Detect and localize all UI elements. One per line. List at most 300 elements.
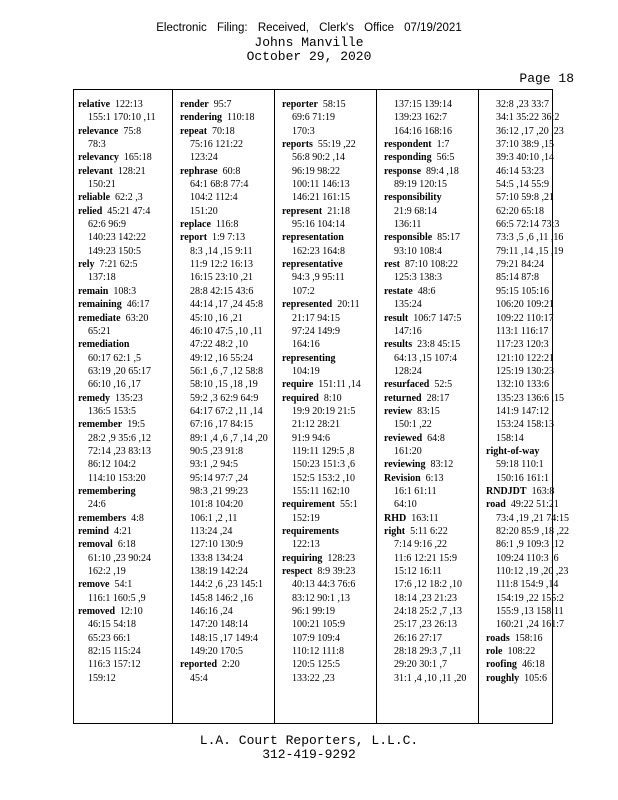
index-word: Revision <box>384 472 421 484</box>
page-line-references: 100:21 105:9 <box>292 619 346 631</box>
page-line-references: 107:9 109:4 <box>292 632 341 644</box>
index-word: remembers <box>78 512 127 524</box>
page-line-references: 29:20 30:1 ,7 <box>394 659 448 671</box>
index-word: roads <box>486 632 510 644</box>
page-line-references: 72:14 ,23 83:13 <box>88 445 152 457</box>
page-line-references: 93:10 108:4 <box>394 245 443 257</box>
page-line-references: 64:17 67:2 ,11 ,14 <box>190 405 263 417</box>
page-line-references: 69:6 71:19 <box>292 112 336 124</box>
index-entry <box>78 191 174 204</box>
index-entry <box>384 458 480 471</box>
page-line-references: 162:2 ,19 <box>88 566 126 578</box>
index-entry-continuation <box>384 111 480 124</box>
index-entry-continuation <box>282 325 378 338</box>
page-line-references: 4:8 <box>131 512 144 524</box>
page-line-references: 24:6 <box>88 499 106 511</box>
index-entry-continuation <box>180 565 276 578</box>
page-line-references: 132:10 133:6 <box>496 379 550 391</box>
index-entry-continuation <box>180 298 276 311</box>
page-line-references: 17:6 ,12 18:2 ,10 <box>394 579 463 591</box>
index-entry-continuation <box>78 592 174 605</box>
index-entry-continuation <box>180 365 276 378</box>
index-entry <box>78 418 174 431</box>
page-line-references: 65:23 66:1 <box>88 632 132 644</box>
page-line-references: 146:21 161:15 <box>292 192 351 204</box>
index-entry-continuation <box>180 392 276 405</box>
index-word: repeat <box>180 125 208 137</box>
index-entry <box>78 485 174 498</box>
page-line-references: 85:17 <box>437 232 460 244</box>
index-word: representation <box>282 232 344 244</box>
index-entry-continuation <box>78 565 174 578</box>
page-line-references: 64:1 68:8 77:4 <box>190 179 249 191</box>
page-line-references: 147:16 <box>394 325 422 337</box>
index-entry-continuation <box>384 632 480 645</box>
page-line-references: 45:4 <box>190 672 208 684</box>
page-line-references: 46:17 <box>126 299 150 311</box>
index-word: removed <box>78 606 116 618</box>
page-line-references: 46:10 47:5 ,10 ,11 <box>190 325 263 337</box>
page-line-references: 106:20 109:21 <box>496 299 555 311</box>
index-entry-continuation <box>282 178 378 191</box>
index-entry-continuation <box>486 352 582 365</box>
index-entry <box>282 205 378 218</box>
page-line-references: 104:19 <box>292 365 320 377</box>
index-word: remedy <box>78 392 111 404</box>
index-entry-continuation <box>282 618 378 631</box>
page-line-references: 8:3 ,14 ,15 9:11 <box>190 245 253 257</box>
page-line-references: 64:13 ,15 107:4 <box>394 352 458 364</box>
page-line-references: 28:18 29:3 ,7 ,11 <box>394 646 462 658</box>
index-entry-continuation <box>486 405 582 418</box>
index-word: response <box>384 165 422 177</box>
page-line-references: 36:12 ,17 ,20 ,23 <box>496 125 564 137</box>
page-line-references: 55:1 <box>339 499 358 511</box>
index-entry-continuation <box>486 618 582 631</box>
court-reporter-phone: 312-419-9292 <box>262 747 356 762</box>
page-line-references: 150:16 161:1 <box>496 472 550 484</box>
page-line-references: 155:9 ,13 158:11 <box>496 606 564 618</box>
index-word: remove <box>78 579 110 591</box>
index-entry-continuation <box>486 178 582 191</box>
index-entry-continuation <box>78 218 174 231</box>
index-entry-continuation <box>384 605 480 618</box>
page-line-references: 114:10 153:20 <box>88 472 146 484</box>
index-entry-continuation <box>384 298 480 311</box>
page-line-references: 125:19 130:23 <box>496 365 555 377</box>
page-line-references: 137:18 <box>88 272 116 284</box>
index-entry-continuation <box>180 578 276 591</box>
page-line-references: 150:21 <box>88 179 116 191</box>
page-line-references: 19:9 20:19 21:5 <box>292 405 356 417</box>
page-line-references: 67:16 ,17 84:15 <box>190 419 254 431</box>
page-line-references: 16:1 61:11 <box>394 485 437 497</box>
index-entry-continuation <box>282 418 378 431</box>
page-line-references: 133:22 ,23 <box>292 672 335 684</box>
index-entry-continuation <box>384 645 480 658</box>
page-line-references: 28:8 42:15 43:6 <box>190 285 254 297</box>
index-entry-continuation <box>486 392 582 405</box>
index-entry-continuation <box>180 672 276 685</box>
index-entry-continuation <box>180 205 276 218</box>
index-word: responsible <box>384 232 433 244</box>
index-entry <box>180 231 276 244</box>
page-line-references: 63:19 ,20 65:17 <box>88 365 152 377</box>
page-line-references: 7:21 62:5 <box>99 259 138 271</box>
index-entry <box>384 258 480 271</box>
index-entry-continuation <box>180 472 276 485</box>
index-word: reports <box>282 139 313 151</box>
index-word: right-of-way <box>486 445 540 457</box>
page-line-references: 116:3 157:12 <box>88 659 141 671</box>
index-entry-continuation <box>486 138 582 151</box>
index-entry-continuation <box>486 458 582 471</box>
page-line-references: 15:12 16:11 <box>394 566 442 578</box>
page-line-references: 62:2 ,3 <box>115 192 143 204</box>
page-line-references: 52:5 <box>434 379 453 391</box>
index-entry-continuation <box>282 271 378 284</box>
index-entry-continuation <box>486 418 582 431</box>
index-column-4 <box>384 98 480 685</box>
index-entry-continuation <box>282 472 378 485</box>
page-line-references: 87:10 108:22 <box>404 259 458 271</box>
index-entry-continuation <box>282 151 378 164</box>
page-line-references: 95:16 104:14 <box>292 219 346 231</box>
index-column-1 <box>78 98 174 685</box>
page-line-references: 12:10 <box>120 606 143 618</box>
index-word: results <box>384 339 413 351</box>
index-entry-continuation <box>78 352 174 365</box>
page-line-references: 73:3 ,5 ,6 ,11 ,16 <box>496 232 564 244</box>
index-word: restate <box>384 285 413 297</box>
index-entry-continuation <box>486 125 582 138</box>
index-entry-continuation <box>384 672 480 685</box>
index-entry-continuation <box>180 258 276 271</box>
index-entry-continuation <box>486 325 582 338</box>
index-word: returned <box>384 392 422 404</box>
index-entry-continuation <box>78 231 174 244</box>
page-line-references: 70:18 <box>212 125 235 137</box>
page-line-references: 82:15 115:24 <box>88 646 141 658</box>
page-line-references: 152:5 153:2 ,10 <box>292 472 356 484</box>
index-entry-continuation <box>486 98 582 111</box>
index-entry-continuation <box>282 485 378 498</box>
index-entry-continuation <box>384 178 480 191</box>
index-entry-continuation <box>282 125 378 138</box>
index-entry-continuation <box>282 605 378 618</box>
page-line-references: 141:9 147:12 <box>496 405 550 417</box>
page-line-references: 24:18 25:2 ,7 ,13 <box>394 606 463 618</box>
index-entry <box>486 485 582 498</box>
index-word: result <box>384 312 409 324</box>
court-reporter-name: L.A. Court Reporters, L.L.C. <box>199 733 419 748</box>
page-line-references: 107:2 <box>292 285 315 297</box>
page-line-references: 160:21 ,24 161:7 <box>496 619 565 631</box>
page-line-references: 63:20 <box>125 312 149 324</box>
page-line-references: 21:18 <box>327 205 350 217</box>
page-line-references: 56:5 <box>436 152 455 164</box>
index-entry-continuation <box>384 498 480 511</box>
index-word: requirement <box>282 499 335 511</box>
page-line-references: 6:13 <box>425 472 444 484</box>
index-entry-continuation <box>180 498 276 511</box>
page-line-references: 100:11 146:13 <box>292 179 350 191</box>
page-line-references: 1:7 <box>436 139 450 151</box>
page-line-references: 108:3 <box>113 285 137 297</box>
page-line-references: 116:1 160:5 ,9 <box>88 592 146 604</box>
page-line-references: 95:7 <box>213 99 232 110</box>
index-entry-continuation <box>180 245 276 258</box>
page-line-references: 11:9 12:2 16:13 <box>190 259 253 271</box>
page-line-references: 151:20 <box>190 205 218 217</box>
index-word: requiring <box>282 552 323 564</box>
index-entry-continuation <box>486 111 582 124</box>
page-line-references: 26:16 27:17 <box>394 632 443 644</box>
index-entry-continuation <box>180 312 276 325</box>
index-entry <box>384 512 480 525</box>
index-entry <box>384 285 480 298</box>
index-word: representing <box>282 352 336 364</box>
page-line-references: 97:24 149:9 <box>292 325 341 337</box>
page-line-references: 11:6 12:21 15:9 <box>394 552 457 564</box>
page-line-references: 151:11 ,14 <box>318 379 361 391</box>
index-entry-continuation <box>180 458 276 471</box>
page-line-references: 96:1 99:19 <box>292 606 336 618</box>
index-entry <box>78 525 174 538</box>
index-entry-continuation <box>78 645 174 658</box>
index-word: review <box>384 405 413 417</box>
page-line-references: 93:1 ,2 94:5 <box>190 459 239 471</box>
index-word: requirements <box>282 526 339 537</box>
index-word: require <box>282 379 314 391</box>
page-line-references: 23:8 45:15 <box>417 339 461 351</box>
page-line-references: 122:13 <box>292 539 320 551</box>
index-entry-continuation <box>180 338 276 351</box>
index-entry <box>78 125 174 138</box>
index-column-2 <box>180 98 276 685</box>
page-line-references: 46:14 53:23 <box>496 165 545 177</box>
page-line-references: 66:10 ,16 ,17 <box>88 379 141 391</box>
index-entry-continuation <box>282 672 378 685</box>
index-entry-continuation <box>384 658 480 671</box>
page-line-references: 28:2 ,9 35:6 ,12 <box>88 432 152 444</box>
page-line-references: 120:5 125:5 <box>292 659 341 671</box>
page-line-references: 75:16 121:22 <box>190 139 244 151</box>
index-entry-continuation <box>486 578 582 591</box>
index-entry-continuation <box>486 231 582 244</box>
page-line-references: 60:8 <box>222 165 241 177</box>
index-word: remain <box>78 285 109 297</box>
page-line-references: 116:8 <box>215 219 239 231</box>
index-word: roughly <box>486 672 520 684</box>
page-line-references: 8:9 39:23 <box>317 566 356 578</box>
page-line-references: 31:1 ,4 ,10 ,11 ,20 <box>394 672 467 684</box>
page-line-references: 162:23 164:8 <box>292 245 346 257</box>
index-word: render <box>180 99 209 110</box>
index-entry-continuation <box>384 125 480 138</box>
page-line-references: 161:20 <box>394 445 422 457</box>
page-line-references: 109:22 110:17 <box>496 312 554 324</box>
index-entry-continuation <box>180 432 276 445</box>
page-line-references: 117:23 120:3 <box>496 339 549 351</box>
index-entry-continuation <box>180 538 276 551</box>
index-entry-continuation <box>180 632 276 645</box>
page-line-references: 2:20 <box>222 659 240 671</box>
index-entry-continuation <box>78 138 174 151</box>
index-word: rephrase <box>180 165 218 177</box>
page-line-references: 148:15 ,17 149:4 <box>190 632 259 644</box>
index-entry <box>384 138 480 151</box>
page-line-references: 56:8 90:2 ,14 <box>292 152 346 164</box>
index-entry-continuation <box>282 458 378 471</box>
index-entry <box>384 312 480 325</box>
index-entry <box>384 525 480 538</box>
index-entry-continuation <box>180 485 276 498</box>
page-line-references: 158:16 <box>514 632 543 644</box>
index-entry-continuation <box>486 298 582 311</box>
page-line-references: 144:2 ,6 ,23 145:1 <box>190 579 264 591</box>
index-entry <box>180 165 276 178</box>
index-entry-continuation <box>78 618 174 631</box>
index-entry-continuation <box>282 111 378 124</box>
page-line-references: 59:2 ,3 62:9 64:9 <box>190 392 259 404</box>
index-entry <box>78 538 174 551</box>
page-line-references: 135:23 <box>115 392 143 404</box>
page-line-references: 56:1 ,6 ,7 ,12 58:8 <box>190 365 264 377</box>
index-word: relied <box>78 205 103 217</box>
page-line-references: 96:19 98:22 <box>292 165 341 177</box>
page-line-references: 121:10 122:21 <box>496 352 555 364</box>
index-entry-continuation <box>486 552 582 565</box>
index-entry-continuation <box>282 578 378 591</box>
page-line-references: 61:10 ,23 90:24 <box>88 552 152 564</box>
case-name: Johns Manville <box>254 35 364 50</box>
index-word: respect <box>282 566 313 578</box>
index-entry-continuation <box>384 565 480 578</box>
page-line-references: 145:8 146:2 ,16 <box>190 592 254 604</box>
page-line-references: 105:6 <box>524 672 547 684</box>
index-entry <box>78 98 174 111</box>
index-word: road <box>486 499 506 511</box>
index-entry-continuation <box>180 552 276 565</box>
index-entry-continuation <box>282 658 378 671</box>
index-entry-continuation <box>180 191 276 204</box>
index-entry <box>486 645 582 658</box>
page-line-references: 37:10 38:9 ,15 <box>496 139 555 151</box>
page-line-references: 140:23 142:22 <box>88 232 147 244</box>
page-line-references: 90:5 ,23 91:8 <box>190 445 244 457</box>
page-line-references: 170:3 <box>292 125 315 137</box>
page-line-references: 106:1 ,2 ,11 <box>190 512 238 524</box>
page-line-references: 146:16 ,24 <box>190 606 233 618</box>
index-word: remediate <box>78 312 121 324</box>
index-entry <box>384 472 480 485</box>
index-entry-continuation <box>180 285 276 298</box>
index-entry-continuation <box>486 245 582 258</box>
index-entry-continuation <box>384 98 480 111</box>
index-entry-continuation <box>180 378 276 391</box>
index-entry-continuation <box>282 405 378 418</box>
index-word: resurfaced <box>384 379 430 391</box>
index-entry-continuation <box>384 325 480 338</box>
filing-stamp: Electronic Filing: Received, Clerk's Office 07/19/2021 <box>156 22 462 34</box>
page-line-references: 21:12 28:21 <box>292 419 341 431</box>
page-line-references: 110:12 111:8 <box>292 646 344 658</box>
page-line-references: 109:24 110:3 ,6 <box>496 552 559 564</box>
index-entry <box>384 405 480 418</box>
index-entry <box>78 605 174 618</box>
page-line-references: 5:11 6:22 <box>410 526 448 537</box>
index-entry <box>282 392 378 405</box>
index-entry-continuation <box>180 271 276 284</box>
index-word: relevancy <box>78 152 119 164</box>
index-entry <box>78 338 174 351</box>
page-line-references: 62:6 96:9 <box>88 219 127 231</box>
page-line-references: 127:10 130:9 <box>190 539 244 551</box>
page-line-references: 1:9 7:13 <box>212 232 246 244</box>
page-line-references: 58:15 <box>322 99 346 110</box>
page-line-references: 57:10 59:8 ,21 <box>496 192 555 204</box>
index-word: required <box>282 392 319 404</box>
index-entry <box>180 125 276 138</box>
index-entry <box>282 378 378 391</box>
index-entry-continuation <box>486 538 582 551</box>
index-word: remind <box>78 526 109 537</box>
index-entry-continuation <box>180 138 276 151</box>
word-index-box <box>73 89 570 724</box>
index-entry-continuation <box>78 405 174 418</box>
index-entry-continuation <box>180 525 276 538</box>
index-entry-continuation <box>282 432 378 445</box>
deposition-date: October 29, 2020 <box>246 49 372 64</box>
page-line-references: 95:15 105:16 <box>496 285 550 297</box>
page-line-references: 45:10 ,16 ,21 <box>190 312 243 324</box>
index-entry <box>78 151 174 164</box>
index-word: remediation <box>78 339 130 351</box>
index-entry-continuation <box>384 445 480 458</box>
page-line-references: 113:24 ,24 <box>190 526 233 537</box>
index-entry <box>282 258 378 271</box>
index-entry-continuation <box>384 418 480 431</box>
page-line-references: 98:3 ,21 99:23 <box>190 485 249 497</box>
index-word: remember <box>78 419 123 431</box>
index-entry-continuation <box>486 365 582 378</box>
page-line-references: 138:19 142:24 <box>190 566 249 578</box>
index-entry <box>384 338 480 351</box>
page-line-references: 49:22 51:21 <box>510 499 559 511</box>
page-line-references: 62:20 65:18 <box>496 205 545 217</box>
page-line-references: 16:15 23:10 ,21 <box>190 272 254 284</box>
index-entry-continuation <box>384 205 480 218</box>
page-line-references: 136:11 <box>394 219 422 231</box>
index-entry <box>384 432 480 445</box>
index-entry-continuation <box>486 432 582 445</box>
page-line-references: 85:14 87:8 <box>496 272 540 284</box>
page-line-references: 139:23 162:7 <box>394 112 448 124</box>
page-line-references: 4:21 <box>113 526 132 537</box>
page-line-references: 164:16 168:16 <box>394 125 453 137</box>
index-entry <box>282 565 378 578</box>
page-line-references: 108:22 <box>507 646 536 658</box>
index-entry-continuation <box>78 472 174 485</box>
index-entry <box>78 205 174 218</box>
index-entry-continuation <box>486 205 582 218</box>
page-line-references: 136:5 153:5 <box>88 405 137 417</box>
page-line-references: 55:19 ,22 <box>317 139 356 151</box>
index-word: reviewing <box>384 459 426 471</box>
index-word: replace <box>180 219 211 231</box>
index-entry-continuation <box>384 552 480 565</box>
